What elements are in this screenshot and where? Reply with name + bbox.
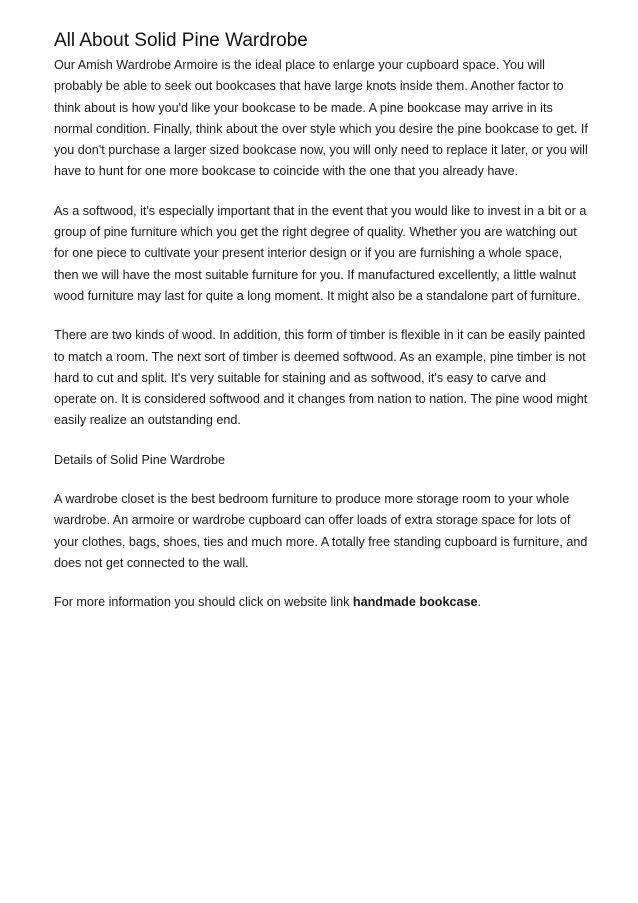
handmade-bookcase-link[interactable]: handmade bookcase — [352, 595, 478, 610]
paragraph-wardrobe-closet: A wardrobe closet is the best bedroom furniture to produce more storage room to your whole wardrobe. An armoire or wardrobe cupboard can offer loads of extra storage space for lots of your clothes, bags, shoes, ties and much more. A totally free standing cupboard is furniture, and does not get connected to the wall. — [54, 492, 588, 570]
closing-paragraph — [54, 592, 588, 613]
document-page — [54, 30, 588, 632]
page-title: All About Solid Pine Wardrobe — [54, 30, 308, 51]
section-subheading: Details of Solid Pine Wardrobe — [54, 452, 226, 467]
paragraph-intro: Our Amish Wardrobe Armoire is the ideal place to enlarge your cupboard space. You will probably be able to seek out bookcases that have large knots inside them. Another factor to think about is how you'd like your bookcase to be made. A pine bookcase may arrive in its normal condition. Finally, think about the over style which you desire the pine bookcase to get. If you don't purchase a larger sized bookcase now, you will only need to replace it later, or you will have to hunt for one more bookcase to coincide with the one that you already have. — [54, 58, 588, 179]
paragraph-kinds-of-wood: There are two kinds of wood. In addition, this form of timber is flexible in it can be easily painted to match a room. The next sort of timber is deemed softwood. As an example, pine timber is not hard to cut and split. It's very suitable for staining and as softwood, it's easy to carve and operate on. It is considered softwood and it changes from nation to nation. The pine wood might easily realize an outstanding end. — [54, 328, 588, 428]
closing-period: . — [477, 595, 481, 610]
paragraph-softwood: As a softwood, it's especially important that in the event that you would like to invest in a bit or a group of pine furniture which you get the right degree of quality. Whether you are watching out for one piece to cultivate your present interior design or if you are furnishing a whole space, then we will have the most suitable furniture for you. If manufactured excellently, a little walnut wood furniture may last for quite a long moment. It might also be a standalone part of furniture. — [54, 203, 587, 303]
closing-text: For more information you should click on website link — [54, 595, 353, 610]
